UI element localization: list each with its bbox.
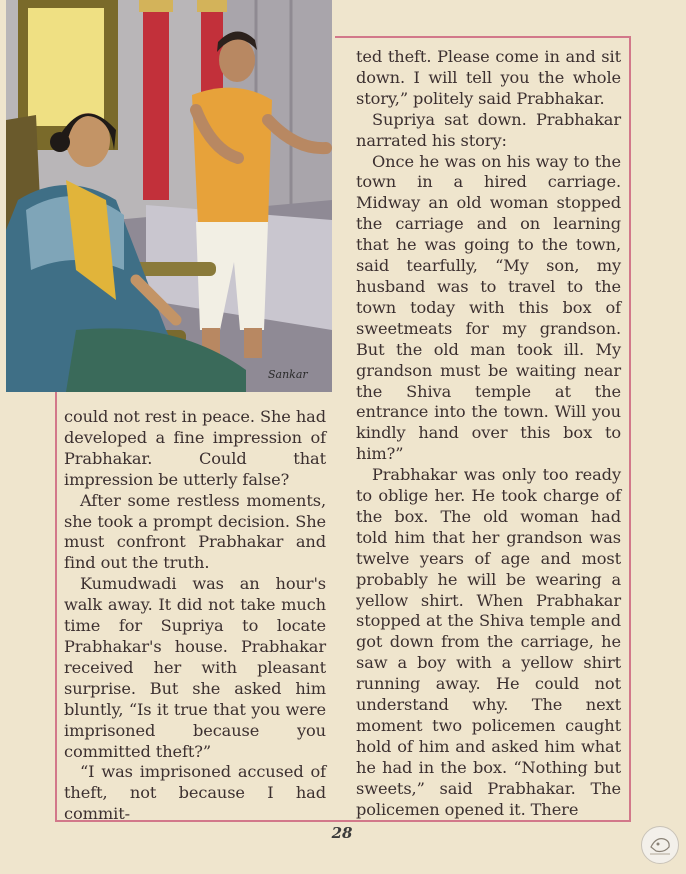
- library-stamp-icon: [641, 826, 679, 864]
- paragraph: After some restless moments, she took a prompt decision. She must confront Prabhakar and find out the truth.: [64, 490, 326, 573]
- frame-right-border: [629, 36, 631, 822]
- artist-signature: Sankar: [268, 368, 308, 381]
- right-text-column: [356, 47, 621, 821]
- story-illustration: [6, 0, 332, 392]
- paragraph: ted theft. Please come in and sit down. I will tell you the whole story,” politely said Prabhakar.: [356, 47, 621, 108]
- paragraph: “I was imprisoned accused of theft, not because I had commit-: [64, 762, 326, 824]
- paragraph: Supriya sat down. Prabhakar narrated his story:: [356, 109, 621, 150]
- illustration-svg: [6, 0, 332, 392]
- paragraph: Kumudwadi was an hour's walk away. It did not take much time for Supriya to locate Prabhakar's house. Prabhakar received her with pleasant surprise. But she asked him bluntly, “Is it true that you were imprisoned because you committed theft?”: [64, 574, 326, 761]
- page-number: 28: [331, 824, 353, 842]
- paragraph: Once he was on his way to the town in a hired carriage. Midway an old woman stopped the carriage and on learning that he was going to the town, said tearfully, “My son, my husband was to travel to the town today with this box of sweetmeats for my grandson. But the old man took ill. My grandson must be waiting near the Shiva temple at the entrance into the town. Will you kindly hand over this box to him?”: [356, 151, 621, 464]
- frame-top-border: [335, 36, 631, 38]
- paragraph: Prabhakar was only too ready to oblige her. He took charge of the box. The old woman had told him that her grandson was twelve years of age and most probably he will be wearing a yellow shirt. When Prabhakar stopped at the Shiva temple and got down from the carriage, he saw a boy with a yellow shirt running away. He could not understand why. The next moment two policemen caught hold of him and asked him what he had in the box. “Nothing but sweets,” said Prabhakar. The policemen opened it. There: [356, 465, 621, 819]
- left-text-column: [64, 407, 326, 825]
- frame-left-border: [55, 392, 57, 822]
- paragraph: could not rest in peace. She had developed a fine impression of Prabhakar. Could that impression be utterly false?: [64, 407, 326, 489]
